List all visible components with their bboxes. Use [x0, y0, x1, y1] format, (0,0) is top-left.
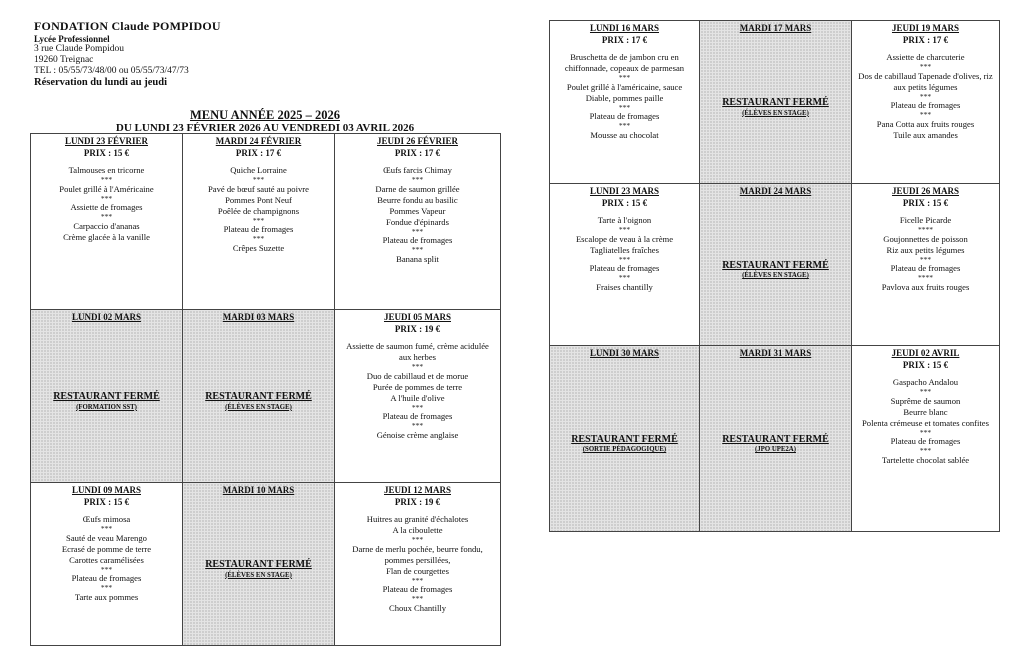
course-separator: **** [918, 273, 933, 283]
course-separator: *** [411, 575, 424, 585]
week-row [31, 310, 501, 483]
menu-items [856, 215, 995, 293]
menu-items [339, 165, 496, 265]
menu-item: Carottes caramélisées [69, 554, 144, 565]
course-separator: *** [411, 175, 424, 185]
price-label: PRIX : 15 € [601, 197, 648, 208]
course-separator: *** [100, 583, 113, 593]
menu-item: Pommes Pont Neuf [225, 194, 292, 205]
price-label: PRIX : 15 € [902, 197, 949, 208]
menu-items [554, 52, 695, 141]
closed-notice [187, 324, 330, 480]
day-label: JEUDI 02 AVRIL [891, 348, 960, 358]
menu-item: Fraises chantilly [596, 281, 653, 292]
day-label: JEUDI 26 MARS [891, 186, 959, 196]
city-line: 19260 Treignac [34, 55, 94, 66]
menu-item: Plateau de fromages [382, 235, 453, 246]
menu-item: Poulet grillé à l'américaine, sauce Diable, pommes paille [566, 81, 683, 103]
day-label: MARDI 31 MARS [739, 348, 812, 358]
course-separator: *** [919, 387, 932, 397]
menu-items [187, 165, 330, 254]
closed-day-cell [183, 483, 335, 646]
menu-item: Plateau de fromages [223, 224, 294, 235]
course-separator: *** [252, 234, 265, 244]
closed-day-cell [550, 346, 700, 532]
menu-day-cell [550, 184, 700, 346]
day-label: MARDI 17 MARS [739, 23, 812, 33]
week-row [31, 134, 501, 310]
menu-day-cell [335, 310, 501, 483]
menu-item: Poêlée de champignons [217, 205, 300, 216]
menu-item: Fondue d'épinards [386, 216, 449, 227]
course-separator: *** [919, 254, 932, 264]
menu-table-right [549, 20, 1000, 532]
closed-notice [704, 198, 847, 343]
menu-item: Plateau de fromages [71, 573, 142, 584]
menu-period: DU LUNDI 23 FÉVRIER 2026 AU VENDREDI 03 AVRIL 2026 [115, 122, 415, 134]
menu-item: Beurre fondu au basilic [377, 194, 458, 205]
closed-day-cell [700, 184, 852, 346]
menu-item: Polenta crémeuse et tomates confites [862, 417, 989, 428]
closed-notice [187, 497, 330, 643]
menu-items [856, 377, 995, 466]
menu-items [35, 165, 178, 243]
menu-item: Plateau de fromages [382, 584, 453, 595]
price-label: PRIX : 19 € [394, 496, 441, 507]
school-header [34, 20, 354, 89]
week-row [550, 346, 1000, 532]
menu-item: Ecrasé de pomme de terre [61, 543, 152, 554]
menu-day-cell [31, 134, 183, 310]
course-separator: *** [252, 175, 265, 185]
day-label: JEUDI 19 MARS [891, 23, 959, 33]
closed-day-cell [700, 346, 852, 532]
school-name: Lycée Professionnel [34, 33, 110, 44]
menu-table-left [30, 133, 501, 646]
day-label: LUNDI 09 MARS [71, 485, 141, 495]
menu-item: Crêpes Suzette [232, 242, 285, 253]
menu-item: Carpaccio d'ananas [73, 220, 140, 231]
menu-item: Pavlova aux fruits rouges [881, 281, 970, 292]
course-separator: *** [411, 245, 424, 255]
price-label: PRIX : 15 € [83, 147, 130, 158]
course-separator: *** [100, 193, 113, 203]
menu-item: Poulet grillé à l'Américaine [59, 183, 154, 194]
day-label: LUNDI 02 MARS [71, 312, 141, 322]
restaurant-closed-label: RESTAURANT FERMÉ [722, 433, 829, 445]
menu-item: Pana Cotta aux fruits rouges [876, 118, 975, 129]
course-separator: *** [252, 215, 265, 225]
address-line: 3 rue Claude Pompidou [34, 44, 124, 55]
menu-item: Quiche Lorraine [230, 165, 287, 176]
course-separator: *** [618, 254, 631, 264]
menu-item: A la ciboulette [392, 525, 443, 536]
menu-day-cell [852, 184, 1000, 346]
menu-title: MENU ANNÉE 2025 – 2026 [189, 108, 340, 122]
day-label: MARDI 24 MARS [739, 186, 812, 196]
course-separator: *** [100, 212, 113, 222]
closed-day-cell [31, 310, 183, 483]
course-separator: *** [919, 62, 932, 72]
menu-item: Sauté de veau Marengo [66, 532, 147, 543]
course-separator: **** [918, 225, 933, 235]
menu-day-cell [183, 134, 335, 310]
menu-items [856, 52, 995, 141]
menu-item: Ficelle Picarde [899, 215, 952, 226]
menu-items [35, 514, 178, 603]
course-separator: *** [100, 524, 113, 534]
day-label: MARDI 24 FÉVRIER [215, 136, 302, 146]
course-separator: *** [411, 362, 424, 372]
menu-item: Assiette de saumon fumé, crème acidulée aux herbes [346, 341, 489, 363]
menu-item: Crème glacée à la vanille [63, 231, 150, 242]
menu-item: Œufs mimosa [82, 514, 131, 525]
menu-items [339, 514, 496, 614]
closed-wrap [554, 348, 695, 529]
menu-item: Mousse au chocolat [590, 129, 659, 140]
closed-wrap [704, 348, 847, 529]
menu-item: Suprême de saumon [890, 395, 961, 406]
menu-item: Pavé de bœuf sauté au poivre [208, 183, 309, 194]
restaurant-closed-label: RESTAURANT FERMÉ [205, 559, 312, 571]
menu-day-cell [550, 21, 700, 184]
menu-item: Purée de pommes de terre [372, 381, 463, 392]
day-label: LUNDI 16 MARS [589, 23, 659, 33]
closure-reason: (ÉLÈVES EN STAGE) [742, 272, 809, 280]
menu-item: Plateau de fromages [589, 111, 660, 122]
course-separator: *** [100, 564, 113, 574]
price-label: PRIX : 17 € [902, 34, 949, 45]
menu-item: Plateau de fromages [382, 411, 453, 422]
price-label: PRIX : 17 € [235, 147, 282, 158]
day-label: LUNDI 30 MARS [589, 348, 659, 358]
price-label: PRIX : 17 € [394, 147, 441, 158]
menu-items [339, 341, 496, 441]
menu-day-cell [852, 21, 1000, 184]
menu-item: Tagliatelles fraîches [590, 244, 659, 255]
menu-item: Tarte à l'oignon [597, 215, 652, 226]
menu-item: Huitres au granité d'échalotes [366, 514, 469, 525]
closure-reason: (ÉLÈVES EN STAGE) [225, 571, 292, 579]
restaurant-closed-label: RESTAURANT FERMÉ [53, 391, 160, 403]
week-row [31, 483, 501, 646]
day-label: JEUDI 26 FÉVRIER [376, 136, 458, 146]
restaurant-closed-label: RESTAURANT FERMÉ [571, 433, 678, 445]
reservation-note: Réservation du lundi au jeudi [34, 76, 168, 88]
menu-item: Tartelette chocolat sablée [881, 454, 970, 465]
course-separator: *** [919, 91, 932, 101]
day-label: JEUDI 05 MARS [383, 312, 451, 322]
menu-item: Dos de cabillaud Tapenade d'olives, riz aux petits légumes [858, 70, 993, 92]
menu-item: Darne de saumon grillée [375, 183, 460, 194]
closed-notice [554, 360, 695, 529]
closure-reason: (ÉLÈVES EN STAGE) [742, 109, 809, 117]
week-row [550, 184, 1000, 346]
price-label: PRIX : 19 € [394, 323, 441, 334]
course-separator: *** [618, 273, 631, 283]
day-label: MARDI 10 MARS [222, 485, 295, 495]
menu-item: Beurre blanc [903, 406, 948, 417]
closed-day-cell [700, 21, 852, 184]
course-separator: *** [100, 175, 113, 185]
week-row [550, 21, 1000, 184]
price-label: PRIX : 17 € [601, 34, 648, 45]
course-separator: *** [618, 102, 631, 112]
restaurant-closed-label: RESTAURANT FERMÉ [722, 259, 829, 271]
closed-wrap [704, 23, 847, 181]
menu-item: Banana split [396, 253, 439, 264]
course-separator: *** [411, 535, 424, 545]
menu-item: Tarte aux pommes [74, 591, 139, 602]
menu-item: Assiette de fromages [70, 202, 143, 213]
menu-item: Plateau de fromages [890, 100, 961, 111]
course-separator: *** [919, 427, 932, 437]
menu-item: Œufs farcis Chimay [383, 165, 452, 176]
closed-notice [704, 360, 847, 529]
menu-item: Duo de cabillaud et de morue [366, 370, 469, 381]
closed-day-cell [183, 310, 335, 483]
menu-item: Escalope de veau à la crème [575, 233, 674, 244]
price-label: PRIX : 15 € [902, 359, 949, 370]
menu-item: Plateau de fromages [589, 263, 660, 274]
menu-item: Génoise crème anglaise [376, 429, 459, 440]
menu-item: Goujonnettes de poisson [883, 233, 968, 244]
menu-item: Choux Chantilly [388, 602, 447, 613]
course-separator: *** [411, 421, 424, 431]
organization-name: FONDATION Claude POMPIDOU [34, 19, 221, 33]
closed-wrap [704, 186, 847, 343]
closure-reason: (JPO UPE2A) [755, 446, 796, 454]
course-separator: *** [411, 594, 424, 604]
restaurant-closed-label: RESTAURANT FERMÉ [205, 391, 312, 403]
course-separator: *** [618, 121, 631, 131]
course-separator: *** [411, 402, 424, 412]
menu-day-cell [31, 483, 183, 646]
course-separator: *** [919, 110, 932, 120]
closed-notice [35, 324, 178, 480]
menu-item: Plateau de fromages [890, 263, 961, 274]
restaurant-closed-label: RESTAURANT FERMÉ [722, 97, 829, 109]
course-separator: *** [618, 73, 631, 83]
closed-wrap [187, 312, 330, 480]
menu-item: Gaspacho Andalou [892, 377, 959, 388]
menu-day-cell [852, 346, 1000, 532]
menu-item: Bruschetta de de jambon cru en chiffonnade, copeaux de parmesan [564, 52, 685, 74]
closed-wrap [35, 312, 178, 480]
menu-item: Darne de merlu pochée, beurre fondu, pommes persillées, [352, 543, 483, 565]
menu-item: A l'huile d'olive [390, 392, 445, 403]
menu-item: Riz aux petits légumes [886, 244, 965, 255]
day-label: MARDI 03 MARS [222, 312, 295, 322]
menu-item: Pommes Vapeur [389, 205, 446, 216]
day-label: JEUDI 12 MARS [383, 485, 451, 495]
closure-reason: (SORTIE PÉDAGOGIQUE) [582, 446, 667, 454]
menu-day-cell [335, 134, 501, 310]
menu-day-cell [335, 483, 501, 646]
course-separator: *** [411, 226, 424, 236]
menu-item: Plateau de fromages [890, 436, 961, 447]
closed-notice [704, 35, 847, 181]
day-label: LUNDI 23 MARS [589, 186, 659, 196]
closure-reason: (FORMATION SST) [76, 403, 137, 411]
menu-item: Tuile aux amandes [893, 129, 958, 140]
closed-wrap [187, 485, 330, 643]
price-label: PRIX : 15 € [83, 496, 130, 507]
closure-reason: (ÉLÈVES EN STAGE) [225, 403, 292, 411]
course-separator: *** [919, 446, 932, 456]
course-separator: *** [618, 225, 631, 235]
menu-item: Flan de courgettes [386, 565, 449, 576]
phone-line: TEL : 05/55/73/48/00 ou 05/55/73/47/73 [34, 65, 189, 76]
menu-items [554, 215, 695, 293]
menu-item: Talmouses en tricorne [68, 165, 145, 176]
menu-item: Assiette de charcuterie [886, 52, 965, 63]
day-label: LUNDI 23 FÉVRIER [64, 136, 148, 146]
